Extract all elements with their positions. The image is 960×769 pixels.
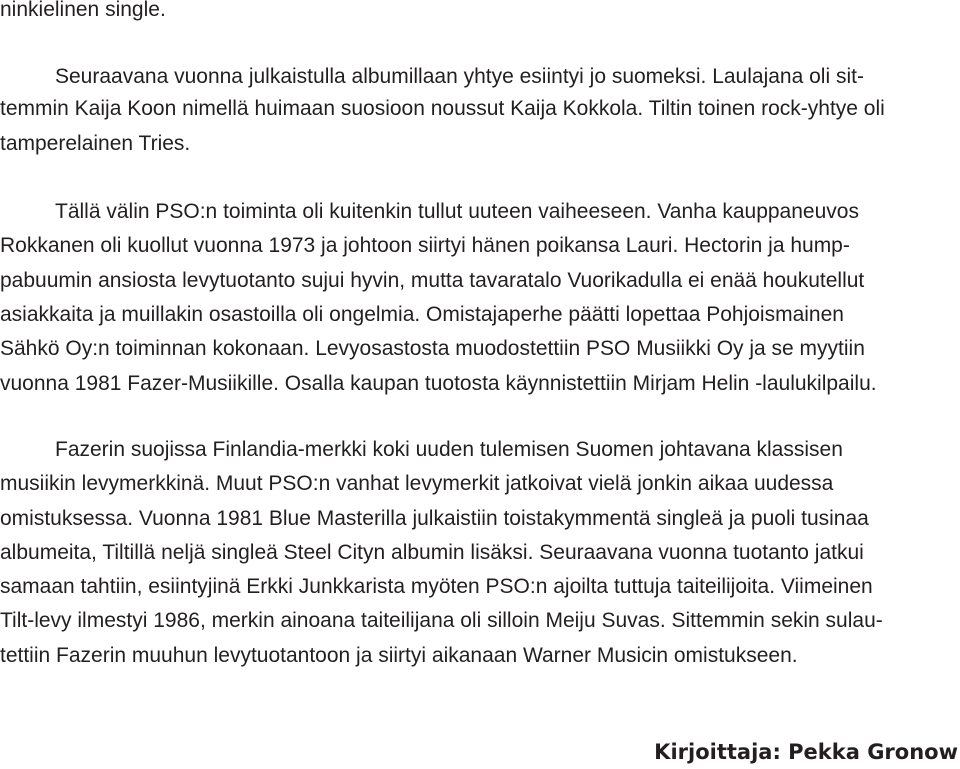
text-line: tettiin Fazerin muuhun levytuotantoon ja siirtyi aikanaan Warner Musicin omistukseen. <box>0 644 798 667</box>
text-line: ninkielinen single. <box>0 0 166 21</box>
text-line: albumeita, Tiltillä neljä singleä Steel Cityn albumin lisäksi. Seuraavana vuonna tuotanto jatkui <box>0 541 864 564</box>
text-line: tamperelainen Tries. <box>0 132 191 155</box>
text-line: pabuumin ansiosta levytuotanto sujui hyvin, mutta tavaratalo Vuorikadulla ei enää houkutellut <box>0 269 865 292</box>
text-line: Rokkanen oli kuollut vuonna 1973 ja johtoon siirtyi hänen poikansa Lauri. Hectorin ja hump- <box>0 234 850 257</box>
text-line: Tilt-levy ilmestyi 1986, merkin ainoana taiteilijana oli silloin Meiju Suvas. Sittemmin sekin sulau- <box>0 609 883 632</box>
text-line: musiikin levymerkkinä. Muut PSO:n vanhat levymerkit jatkoivat vielä jonkin aikaa uudessa <box>0 472 834 495</box>
text-line: asiakkaita ja muillakin osastoilla oli ongelmia. Omistajaperhe päätti lopettaa Pohjoismainen <box>0 303 844 326</box>
text-line: Tällä välin PSO:n toiminta oli kuitenkin tullut uuteen vaiheeseen. Vanha kauppaneuvos <box>55 200 859 223</box>
text-line: vuonna 1981 Fazer-Musiikille. Osalla kaupan tuotosta käynnistettiin Mirjam Helin -laulukilpailu. <box>0 372 877 395</box>
text-line: omistuksessa. Vuonna 1981 Blue Masterilla julkaistiin toistakymmentä singleä ja puoli tusinaa <box>0 507 869 530</box>
text-line: Sähkö Oy:n toiminnan kokonaan. Levyosastosta muodostettiin PSO Musiikki Oy ja se myytiin <box>0 337 865 360</box>
author-byline: Kirjoittaja: Pekka Gronow <box>654 740 958 764</box>
text-line: Fazerin suojissa Finlandia-merkki koki uuden tulemisen Suomen johtavana klassisen <box>55 438 843 461</box>
text-line: Seuraavana vuonna julkaistulla albumillaan yhtye esiintyi jo suomeksi. Laulajana oli sit- <box>55 65 864 88</box>
text-line: temmin Kaija Koon nimellä huimaan suosioon noussut Kaija Kokkola. Tiltin toinen rock-yhtye oli <box>0 97 885 120</box>
text-line: samaan tahtiin, esiintyjinä Erkki Junkkarista myöten PSO:n ajoilta tuttuja taiteilijoita. Viimeinen <box>0 575 873 598</box>
